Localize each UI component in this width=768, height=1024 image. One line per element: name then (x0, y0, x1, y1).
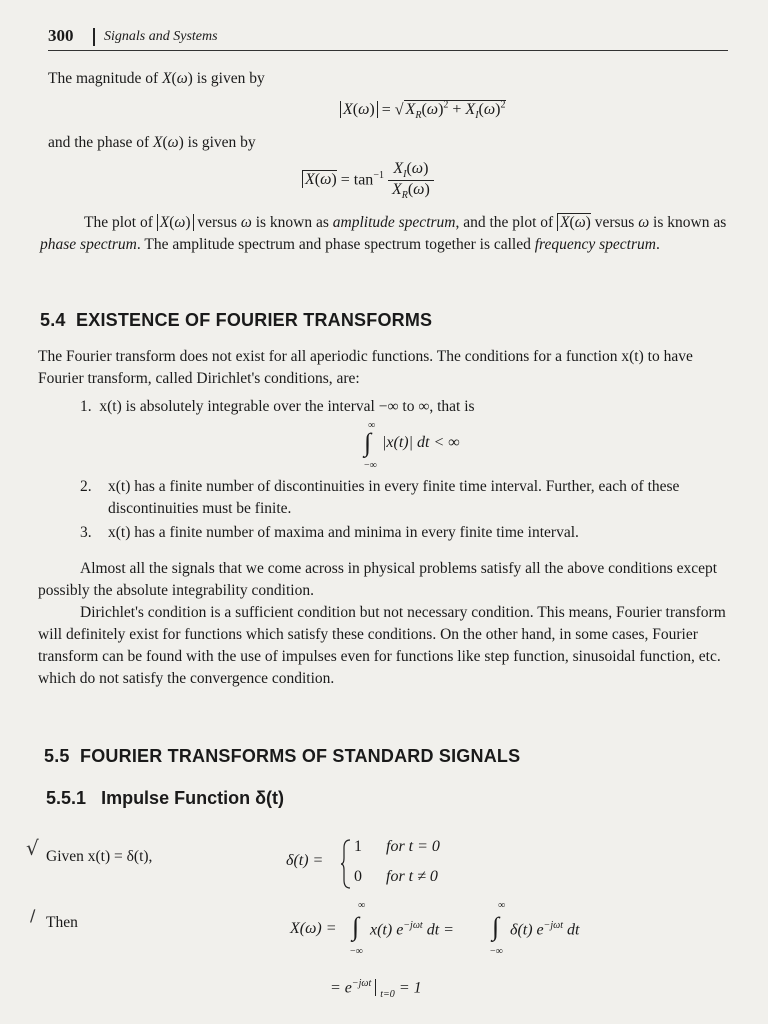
spectrum-paragraph: The plot of X(ω) versus ω is known as amplitude spectrum, and the plot of X(ω) versus ω is known as phase spectrum. The amplitude spectrum and phase spectrum together is called frequency spectrum. (40, 214, 727, 253)
list-item: 1. x(t) is absolutely integrable over the interval −∞ to ∞, that is (80, 398, 475, 415)
delta-definition: δ(t) = 1 for t = 0 0 for t ≠ 0 (286, 836, 486, 892)
list-item: 3. x(t) has a finite number of maxima and minima in every finite time interval. (80, 524, 579, 541)
check-mark-icon: ∕ (30, 906, 36, 925)
running-title: Signals and Systems (104, 29, 218, 44)
magnitude-equation: X(ω) = √ $X_R(\omega)^2 + X_I(\omega)^2$ (340, 100, 506, 122)
integrability-paragraph: Almost all the signals that we come across in physical problems satisfy all the above conditions except possibly the absolute integrability condition. (38, 560, 718, 599)
fourier-transform-equation: X(ω) = ∞ ∫ −∞ x(t) $e^{-j\omega t}$ dt = ∞ ∫ −∞ δ(t) $e^{-j\omega t}$ dt (290, 900, 580, 957)
then-label: Then (46, 914, 78, 931)
given-statement: Given x(t) = δ(t), (46, 848, 153, 865)
header-rule (48, 50, 728, 51)
transform-result: = $e^{-j\omega t}$ $_{t=0}$ = 1 (330, 978, 422, 1000)
list-item: 2. x(t) has a finite number of discontinuities in every finite time interval. Further, each of these discontinuities must be finite. (80, 478, 680, 517)
left-brace-icon (340, 838, 352, 890)
section-5-4-intro: The Fourier transform does not exist for all aperiodic functions. The conditions for a function x(t) to have Fourier transform, called Dirichlet's conditions, are: (38, 348, 693, 387)
subsection-heading-5-5-1: 5.5.1 Impulse Function δ(t) (46, 788, 284, 808)
header-divider (93, 28, 95, 46)
integrability-equation: ∞ ∫ −∞ |x(t)| dt < ∞ (364, 420, 460, 471)
section-heading-5-4: 5.4 EXISTENCE OF FOURIER TRANSFORMS (40, 310, 433, 330)
page-number: 300 (48, 26, 74, 45)
phase-equation: $X(\omega) = \tan^{-1}$ $\frac{X_I(\omega)}{X_R(\omega)}$ (302, 160, 434, 201)
dirichlet-paragraph: Dirichlet's condition is a sufficient condition but not necessary condition. This means, Fourier transform will definitely exist for functions which satisfy these conditions. On the other hand, in some cases, Fourier transform can be found with the use of impulses even for functions like step function, sinusoidal function, etc. which do not satisfy the convergence condition. (38, 604, 726, 687)
section-heading-5-5: 5.5 FOURIER TRANSFORMS OF STANDARD SIGNALS (44, 746, 521, 766)
page-header (48, 26, 728, 52)
magnitude-intro: The magnitude of X(ω) is given by (48, 70, 265, 87)
phase-intro: and the phase of X(ω) is given by (48, 134, 256, 151)
check-mark-icon: √ (26, 836, 39, 860)
